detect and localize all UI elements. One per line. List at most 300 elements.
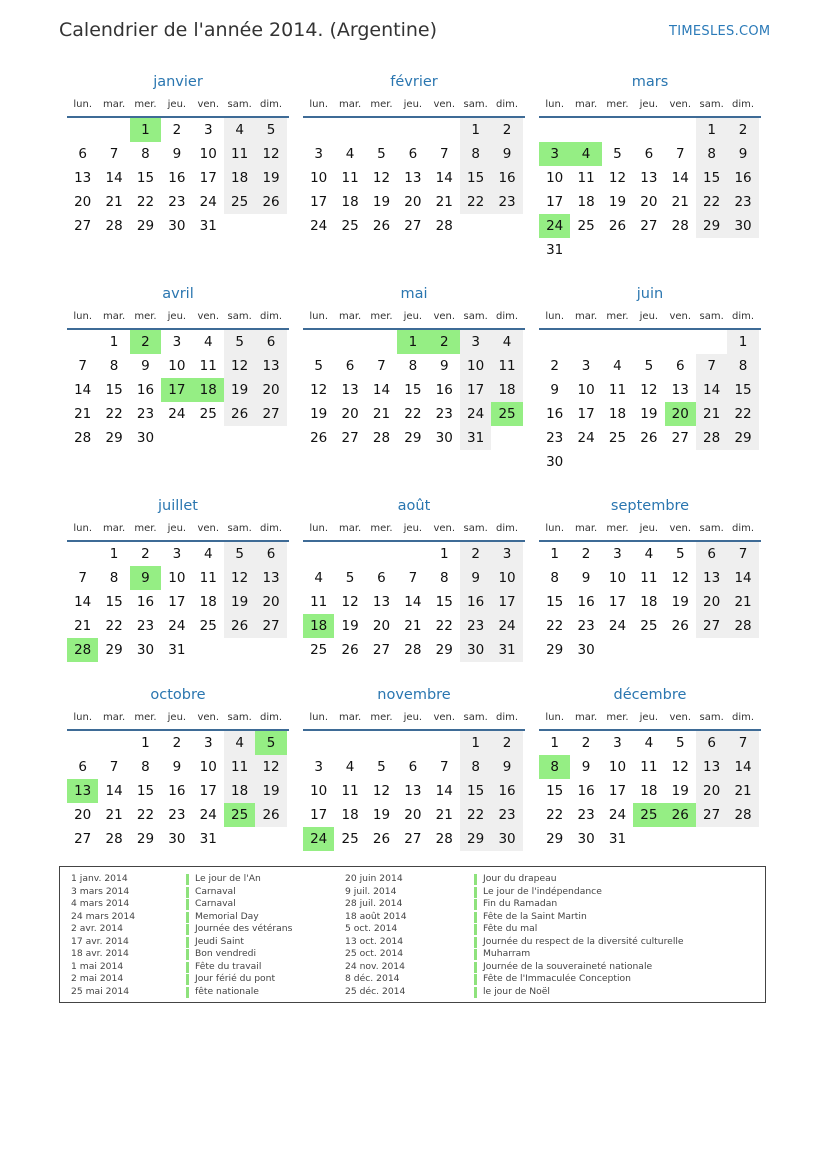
weekend-day: 16 — [727, 166, 758, 190]
week-row — [539, 238, 761, 262]
day: 27 — [341, 430, 359, 446]
empty-day — [303, 731, 334, 755]
day: 15 — [546, 783, 564, 799]
day: 5 — [377, 759, 386, 775]
weekend-day: 19 — [224, 378, 255, 402]
weekday-label: jeu. — [403, 99, 423, 110]
weekday-header — [539, 308, 761, 330]
day: 16 — [546, 406, 564, 422]
weekend-day: 30 — [491, 827, 522, 851]
day: 20 — [74, 807, 92, 823]
holiday-day: 3 — [539, 142, 570, 166]
week-row — [67, 827, 289, 851]
weekday-label: mar. — [102, 523, 126, 534]
legend-date: 25 déc. 2014 — [345, 985, 406, 997]
legend-item — [60, 936, 760, 949]
day: 23 — [136, 406, 155, 422]
brand-logo[interactable]: TIMESLES.COM — [669, 24, 771, 39]
weekday-label: mer. — [134, 712, 157, 723]
weekday-label: jeu. — [167, 311, 187, 322]
day: 14 — [74, 594, 92, 610]
day: 18 — [341, 807, 359, 823]
legend-color-swatch — [474, 937, 477, 948]
day: 21 — [404, 618, 422, 634]
empty-day — [224, 426, 255, 450]
empty-day — [429, 118, 460, 142]
week-row — [67, 190, 289, 214]
weekend-day: 20 — [696, 590, 727, 614]
week-row — [67, 566, 289, 590]
legend-holiday-name: Le jour de l'indépendance — [483, 885, 602, 897]
day: 15 — [105, 382, 123, 398]
weekday-label: sam. — [227, 712, 252, 723]
legend-date: 18 avr. 2014 — [71, 948, 129, 959]
page-title: Calendrier de l'année 2014. (Argentine) — [59, 19, 438, 41]
legend-holiday-name: Journée du respect de la diversité culturelle — [483, 935, 684, 947]
week-row — [303, 590, 525, 614]
week-row — [303, 118, 525, 142]
month-9 — [539, 496, 761, 662]
day: 7 — [109, 146, 119, 162]
day: 25 — [199, 406, 217, 422]
month-8 — [303, 496, 525, 662]
empty-day — [570, 450, 601, 474]
day: 21 — [435, 194, 453, 210]
legend-color-swatch — [474, 899, 477, 910]
empty-day — [727, 827, 758, 851]
day: 17 — [310, 807, 328, 823]
weekend-day: 29 — [727, 426, 758, 450]
day: 17 — [608, 783, 627, 799]
month-title: juin — [636, 286, 664, 302]
weekday-label: lun. — [545, 523, 565, 534]
weekday-label: ven. — [433, 712, 456, 723]
legend-color-swatch — [474, 874, 477, 885]
week-row — [67, 378, 289, 402]
day: 13 — [341, 382, 359, 398]
day: 30 — [435, 430, 453, 446]
day: 30 — [136, 642, 155, 658]
day: 27 — [404, 831, 422, 847]
weekday-label: lun. — [545, 311, 565, 322]
weekend-day: 18 — [224, 166, 255, 190]
day: 30 — [577, 642, 595, 658]
weekend-day: 13 — [255, 354, 286, 378]
legend-color-swatch — [474, 924, 477, 935]
day: 11 — [640, 570, 658, 586]
month-title: novembre — [377, 687, 451, 703]
day: 30 — [577, 831, 595, 847]
day: 25 — [341, 831, 359, 847]
day: 31 — [168, 642, 186, 658]
legend-color-swatch — [474, 887, 477, 898]
day: 27 — [74, 831, 92, 847]
weekday-label: jeu. — [167, 523, 187, 534]
day: 29 — [546, 831, 564, 847]
weekend-day: 29 — [460, 827, 491, 851]
day: 16 — [577, 783, 595, 799]
day: 18 — [608, 406, 627, 422]
day: 22 — [136, 194, 155, 210]
day: 7 — [109, 759, 119, 775]
weekend-day: 12 — [224, 354, 255, 378]
weekend-day: 10 — [491, 566, 522, 590]
week-row — [539, 166, 761, 190]
weekend-day: 6 — [255, 330, 286, 354]
empty-day — [539, 330, 570, 354]
week-row — [539, 638, 761, 662]
week-row — [303, 614, 525, 638]
day: 12 — [671, 570, 689, 586]
day: 25 — [310, 642, 328, 658]
holiday-day: 24 — [303, 827, 334, 851]
empty-day — [98, 731, 129, 755]
day: 5 — [613, 146, 622, 162]
day: 9 — [141, 358, 150, 374]
legend-date: 17 avr. 2014 — [71, 935, 129, 947]
weekday-label: ven. — [669, 523, 692, 534]
weekday-label: sam. — [227, 311, 252, 322]
weekday-label: mar. — [102, 99, 126, 110]
weekend-day: 10 — [460, 354, 491, 378]
weekend-day: 8 — [460, 142, 491, 166]
day: 7 — [78, 570, 87, 586]
week-row — [539, 402, 761, 426]
legend-holiday-name: Fête de l'Immaculée Conception — [483, 973, 631, 984]
weekend-day: 24 — [491, 614, 522, 638]
day: 12 — [671, 759, 689, 775]
weekday-label: mar. — [574, 311, 598, 322]
weekday-label: dim. — [260, 523, 283, 534]
empty-day — [633, 638, 664, 662]
legend-holiday-name: Carnaval — [195, 885, 236, 897]
day: 21 — [105, 194, 123, 210]
weekend-day: 23 — [491, 803, 522, 827]
day: 26 — [671, 618, 689, 634]
month-10 — [67, 685, 289, 851]
empty-day — [602, 238, 633, 262]
weekend-day: 24 — [460, 402, 491, 426]
day: 12 — [372, 170, 391, 186]
weekend-day: 5 — [224, 330, 255, 354]
weekday-label: dim. — [496, 712, 519, 723]
holiday-day: 1 — [130, 118, 161, 142]
day: 6 — [675, 358, 685, 374]
week-row — [539, 827, 761, 851]
day: 22 — [105, 406, 123, 422]
weekday-label: jeu. — [167, 712, 187, 723]
day: 3 — [172, 546, 182, 562]
week-row — [67, 214, 289, 238]
week-row — [67, 354, 289, 378]
weekend-day: 8 — [727, 354, 758, 378]
day: 8 — [408, 358, 418, 374]
day: 2 — [550, 358, 559, 374]
legend-holiday-name: Journée des vétérans — [195, 923, 293, 934]
week-row — [539, 566, 761, 590]
week-row — [539, 330, 761, 354]
empty-day — [665, 827, 696, 851]
empty-day — [67, 542, 98, 566]
day: 2 — [172, 122, 182, 138]
weekend-day: 13 — [696, 755, 727, 779]
day: 8 — [109, 570, 119, 586]
legend-date: 18 août 2014 — [345, 910, 407, 922]
day: 26 — [372, 218, 391, 234]
month-7 — [67, 496, 289, 662]
weekend-day: 17 — [460, 378, 491, 402]
day: 25 — [199, 618, 217, 634]
weekday-label: jeu. — [167, 99, 187, 110]
week-row — [303, 803, 525, 827]
legend-date: 24 mars 2014 — [71, 910, 136, 922]
day: 4 — [345, 759, 355, 775]
weekday-label: sam. — [463, 311, 488, 322]
empty-day — [255, 638, 286, 662]
day: 16 — [577, 594, 595, 610]
weekend-day: 26 — [255, 803, 286, 827]
day: 12 — [608, 170, 627, 186]
day: 27 — [372, 642, 391, 658]
empty-day — [366, 330, 397, 354]
weekend-day: 30 — [727, 214, 758, 238]
day: 17 — [168, 594, 186, 610]
weekday-label: mer. — [370, 523, 393, 534]
day: 17 — [608, 594, 627, 610]
day: 31 — [608, 831, 627, 847]
day: 1 — [439, 546, 449, 562]
legend-holiday-name: Journée de la souveraineté nationale — [483, 960, 653, 972]
weekday-label: lun. — [73, 311, 93, 322]
weekend-day: 15 — [727, 378, 758, 402]
weekday-header — [67, 520, 289, 542]
day: 8 — [141, 759, 150, 775]
month-11 — [303, 685, 525, 851]
day: 20 — [372, 618, 391, 634]
month-title: juillet — [158, 498, 198, 514]
day: 4 — [203, 546, 213, 562]
empty-day — [255, 214, 286, 238]
legend-color-swatch — [474, 962, 477, 973]
day: 29 — [546, 642, 564, 658]
empty-day — [602, 450, 633, 474]
holiday-day: 18 — [193, 378, 224, 402]
empty-day — [397, 542, 428, 566]
weekday-label: sam. — [227, 99, 252, 110]
day: 24 — [310, 218, 328, 234]
legend-holiday-name: Le jour de l'An — [195, 873, 261, 884]
day: 15 — [435, 594, 453, 610]
weekday-label: ven. — [669, 712, 692, 723]
empty-day — [67, 330, 98, 354]
day: 3 — [581, 358, 591, 374]
day: 3 — [314, 759, 323, 775]
empty-day — [665, 118, 696, 142]
empty-day — [602, 330, 633, 354]
weekend-day: 16 — [460, 590, 491, 614]
day: 25 — [608, 430, 627, 446]
day: 27 — [404, 218, 422, 234]
weekday-label: sam. — [699, 523, 724, 534]
day: 21 — [671, 194, 689, 210]
legend-date: 4 mars 2014 — [71, 898, 130, 909]
weekend-day: 7 — [727, 731, 758, 755]
day: 11 — [640, 759, 658, 775]
day: 21 — [372, 406, 391, 422]
weekday-label: lun. — [73, 523, 93, 534]
week-row — [303, 566, 525, 590]
day: 11 — [341, 783, 359, 799]
holiday-day: 9 — [130, 566, 161, 590]
weekday-header — [303, 96, 525, 118]
weekday-label: ven. — [669, 311, 692, 322]
weekday-label: ven. — [433, 99, 456, 110]
empty-day — [665, 638, 696, 662]
empty-day — [727, 450, 758, 474]
day: 11 — [199, 570, 217, 586]
week-row — [539, 214, 761, 238]
day: 24 — [168, 406, 186, 422]
legend-color-swatch — [474, 949, 477, 960]
day: 13 — [640, 170, 658, 186]
weekday-label: mer. — [134, 523, 157, 534]
empty-day — [602, 638, 633, 662]
weekday-label: mar. — [338, 523, 362, 534]
week-row — [67, 166, 289, 190]
day: 18 — [640, 783, 658, 799]
day: 27 — [671, 430, 689, 446]
weekend-day: 11 — [224, 755, 255, 779]
weekday-label: ven. — [433, 523, 456, 534]
weekend-day: 26 — [224, 402, 255, 426]
weekday-label: dim. — [260, 311, 283, 322]
day: 10 — [199, 759, 217, 775]
legend-date: 2 mai 2014 — [71, 973, 124, 984]
day: 10 — [608, 759, 627, 775]
weekday-label: ven. — [433, 311, 456, 322]
day: 12 — [310, 382, 328, 398]
day: 13 — [671, 382, 689, 398]
day: 26 — [341, 642, 359, 658]
month-4 — [67, 284, 289, 450]
legend-item — [60, 873, 760, 886]
day: 2 — [172, 735, 182, 751]
weekend-day: 9 — [727, 142, 758, 166]
holiday-day: 1 — [397, 330, 428, 354]
empty-day — [633, 827, 664, 851]
day: 3 — [172, 334, 182, 350]
day: 23 — [168, 807, 186, 823]
legend-holiday-name: fête nationale — [195, 985, 259, 997]
day: 11 — [608, 382, 627, 398]
empty-day — [334, 542, 365, 566]
legend-holiday-name: Fête de la Saint Martin — [483, 910, 587, 922]
day: 26 — [640, 430, 658, 446]
day: 9 — [581, 759, 591, 775]
day: 13 — [74, 170, 92, 186]
day: 9 — [172, 146, 182, 162]
week-row — [303, 378, 525, 402]
week-row — [67, 330, 289, 354]
weekend-day: 18 — [224, 779, 255, 803]
weekend-day: 2 — [491, 731, 522, 755]
day: 14 — [105, 783, 123, 799]
week-row — [67, 542, 289, 566]
empty-day — [727, 238, 758, 262]
legend-date: 1 mai 2014 — [71, 960, 124, 972]
empty-day — [303, 118, 334, 142]
weekday-label: ven. — [197, 712, 220, 723]
empty-day — [303, 542, 334, 566]
weekday-label: dim. — [260, 99, 283, 110]
week-row — [67, 638, 289, 662]
legend-holiday-name: Memorial Day — [195, 910, 259, 922]
weekday-label: mar. — [338, 99, 362, 110]
day: 2 — [581, 546, 591, 562]
weekend-day: 7 — [696, 354, 727, 378]
weekend-day: 4 — [491, 330, 522, 354]
day: 28 — [671, 218, 689, 234]
day: 14 — [671, 170, 689, 186]
holiday-day: 20 — [665, 402, 696, 426]
weekend-day: 15 — [460, 166, 491, 190]
day: 3 — [314, 146, 323, 162]
weekend-day: 23 — [727, 190, 758, 214]
weekday-label: jeu. — [639, 311, 659, 322]
weekend-day: 8 — [460, 755, 491, 779]
day: 7 — [377, 358, 386, 374]
weekend-day: 19 — [255, 166, 286, 190]
weekday-header — [67, 709, 289, 731]
legend-color-swatch — [474, 912, 477, 923]
day: 12 — [640, 382, 658, 398]
weekend-day: 27 — [696, 614, 727, 638]
week-row — [539, 731, 761, 755]
day: 24 — [608, 807, 627, 823]
empty-day — [161, 426, 192, 450]
day: 31 — [199, 831, 217, 847]
week-row — [539, 803, 761, 827]
weekend-day: 23 — [491, 190, 522, 214]
day: 7 — [439, 759, 449, 775]
month-title: août — [397, 498, 431, 514]
week-row — [303, 330, 525, 354]
weekday-label: mer. — [370, 99, 393, 110]
day: 19 — [671, 783, 689, 799]
weekend-day: 22 — [696, 190, 727, 214]
legend-date: 13 oct. 2014 — [345, 935, 404, 947]
weekend-day: 17 — [491, 590, 522, 614]
month-title: mars — [631, 74, 669, 90]
weekday-label: mer. — [606, 712, 629, 723]
week-row — [67, 426, 289, 450]
weekend-day: 13 — [696, 566, 727, 590]
day: 18 — [199, 594, 217, 610]
weekend-day: 22 — [460, 190, 491, 214]
weekend-day: 9 — [491, 142, 522, 166]
legend-color-swatch — [474, 987, 477, 998]
weekday-label: lun. — [309, 523, 329, 534]
weekend-day: 7 — [727, 542, 758, 566]
day: 24 — [199, 807, 217, 823]
day: 8 — [141, 146, 150, 162]
day: 24 — [577, 430, 595, 446]
holiday-legend — [59, 866, 766, 1003]
weekday-label: sam. — [699, 99, 724, 110]
weekday-label: sam. — [699, 311, 724, 322]
day: 22 — [404, 406, 422, 422]
weekend-day: 3 — [491, 542, 522, 566]
